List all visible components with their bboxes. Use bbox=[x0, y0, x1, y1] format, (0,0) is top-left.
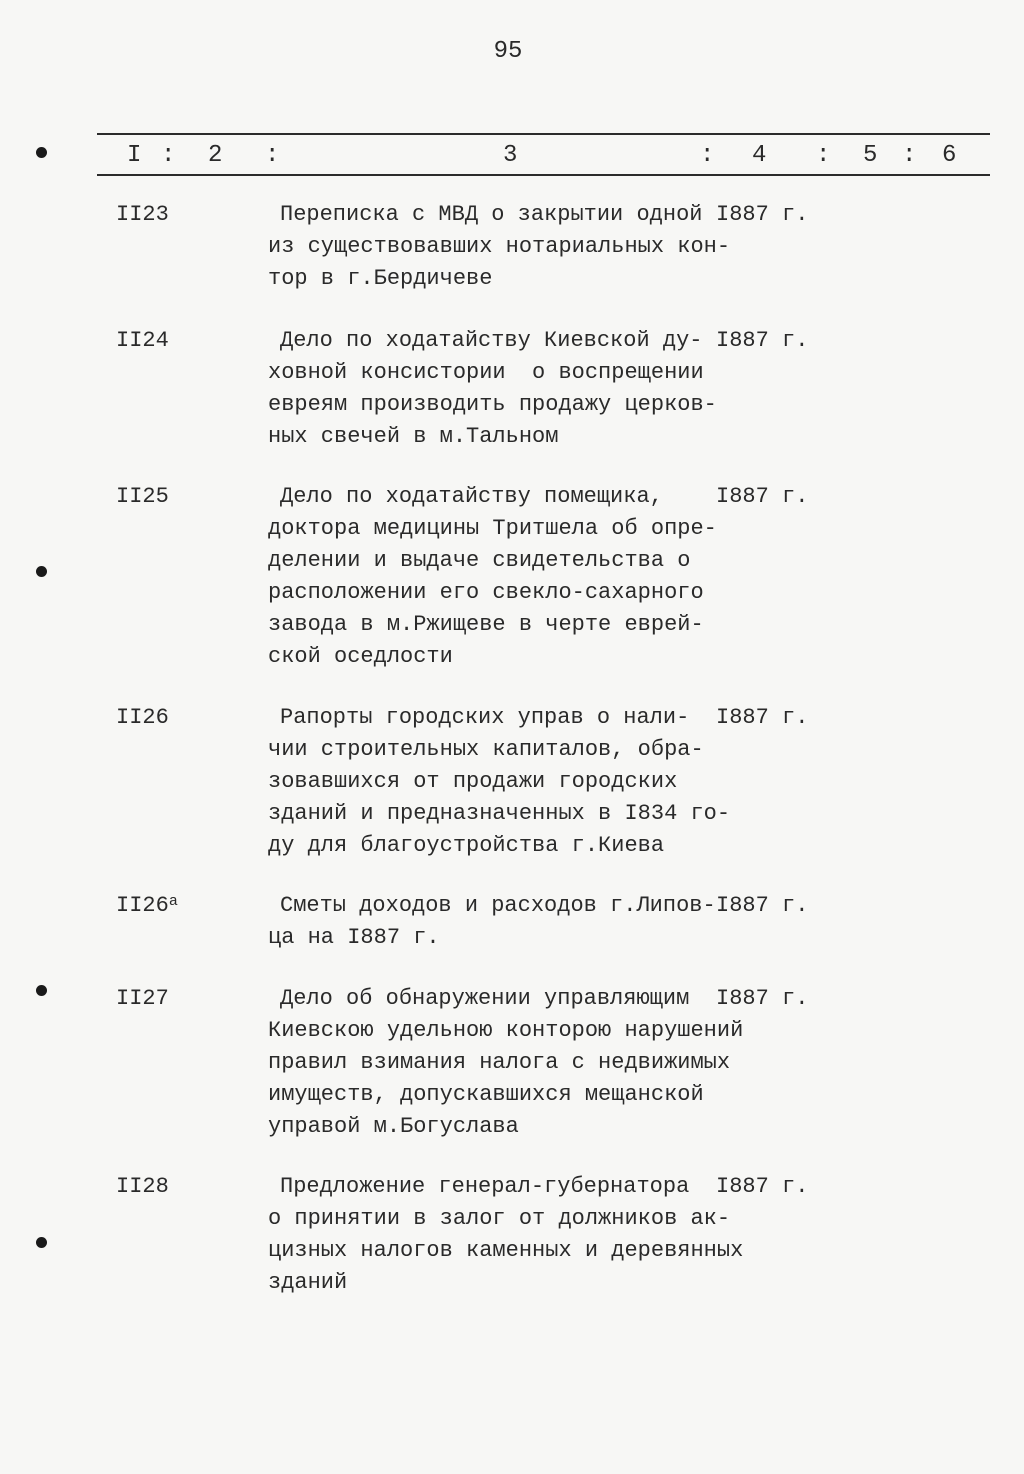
entry-year: I887 г. bbox=[716, 202, 809, 227]
entry-number: $II26^а$ bbox=[116, 893, 178, 918]
column-separator: : bbox=[161, 142, 176, 169]
entry-number: II28 bbox=[116, 1174, 169, 1199]
column-2-header: 2 bbox=[208, 142, 223, 169]
column-separator: : bbox=[816, 142, 831, 169]
header-rule-bottom bbox=[97, 174, 990, 176]
column-6-header: 6 bbox=[942, 142, 957, 169]
entry-description: Сметы доходов и расходов г.Липов- ца на I887 г. bbox=[268, 893, 716, 950]
entry-number: II27 bbox=[116, 986, 169, 1011]
entry-number: II23 bbox=[116, 202, 169, 227]
entry-year: I887 г. bbox=[716, 1174, 809, 1199]
column-3-header: 3 bbox=[503, 142, 518, 169]
entry-description: Дело по ходатайству Киевской ду- ховной консистории о воспрещении евреям производить продажу церков- ных свечей в м.Тальном bbox=[268, 328, 717, 449]
entry-year: I887 г. bbox=[716, 328, 809, 353]
entry-year: I887 г. bbox=[716, 986, 809, 1011]
entry-number: II25 bbox=[116, 484, 169, 509]
column-separator: : bbox=[902, 142, 917, 169]
entry-year: I887 г. bbox=[716, 705, 809, 730]
entry-year: I887 г. bbox=[716, 484, 809, 509]
punch-hole-icon bbox=[36, 147, 47, 158]
column-separator: : bbox=[265, 142, 280, 169]
header-rule-top bbox=[97, 133, 990, 135]
punch-hole-icon bbox=[36, 985, 47, 996]
entry-description: Переписка с МВД о закрытии одной из существовавших нотариальных кон- тор в г.Бердичеве bbox=[268, 202, 731, 291]
column-4-header: 4 bbox=[752, 142, 767, 169]
page-number: 95 bbox=[493, 38, 523, 65]
column-separator: : bbox=[700, 142, 715, 169]
column-5-header: 5 bbox=[863, 142, 878, 169]
column-1-header: I bbox=[127, 142, 142, 169]
entry-number-superscript: а bbox=[168, 893, 178, 910]
entry-number: II24 bbox=[116, 328, 169, 353]
entry-description: Дело об обнаружении управляющим Киевскою удельною конторою нарушений правил взимания налога с недвижимых имуществ, допускавшихся мещанской управой м.Богуслава bbox=[268, 986, 744, 1139]
entry-year: I887 г. bbox=[716, 893, 809, 918]
entry-description: Дело по ходатайству помещика, доктора медицины Тритшела об опре- делении и выдаче свидетельства о расположении его свекло-сахарного завода в м.Ржищеве в черте еврей- ской оседлости bbox=[268, 484, 717, 669]
punch-hole-icon bbox=[36, 566, 47, 577]
entry-number: II26 bbox=[116, 705, 169, 730]
entry-description: Предложение генерал-губернатора о принятии в залог от должников ак- цизных налогов каменных и деревянных зданий bbox=[268, 1174, 744, 1295]
entry-description: Рапорты городских управ о нали- чии строительных капиталов, обра- зовавшихся от продажи городских зданий и предназначенных в I834 го- ду для благоустройства г.Киева bbox=[268, 705, 731, 858]
punch-hole-icon bbox=[36, 1237, 47, 1248]
